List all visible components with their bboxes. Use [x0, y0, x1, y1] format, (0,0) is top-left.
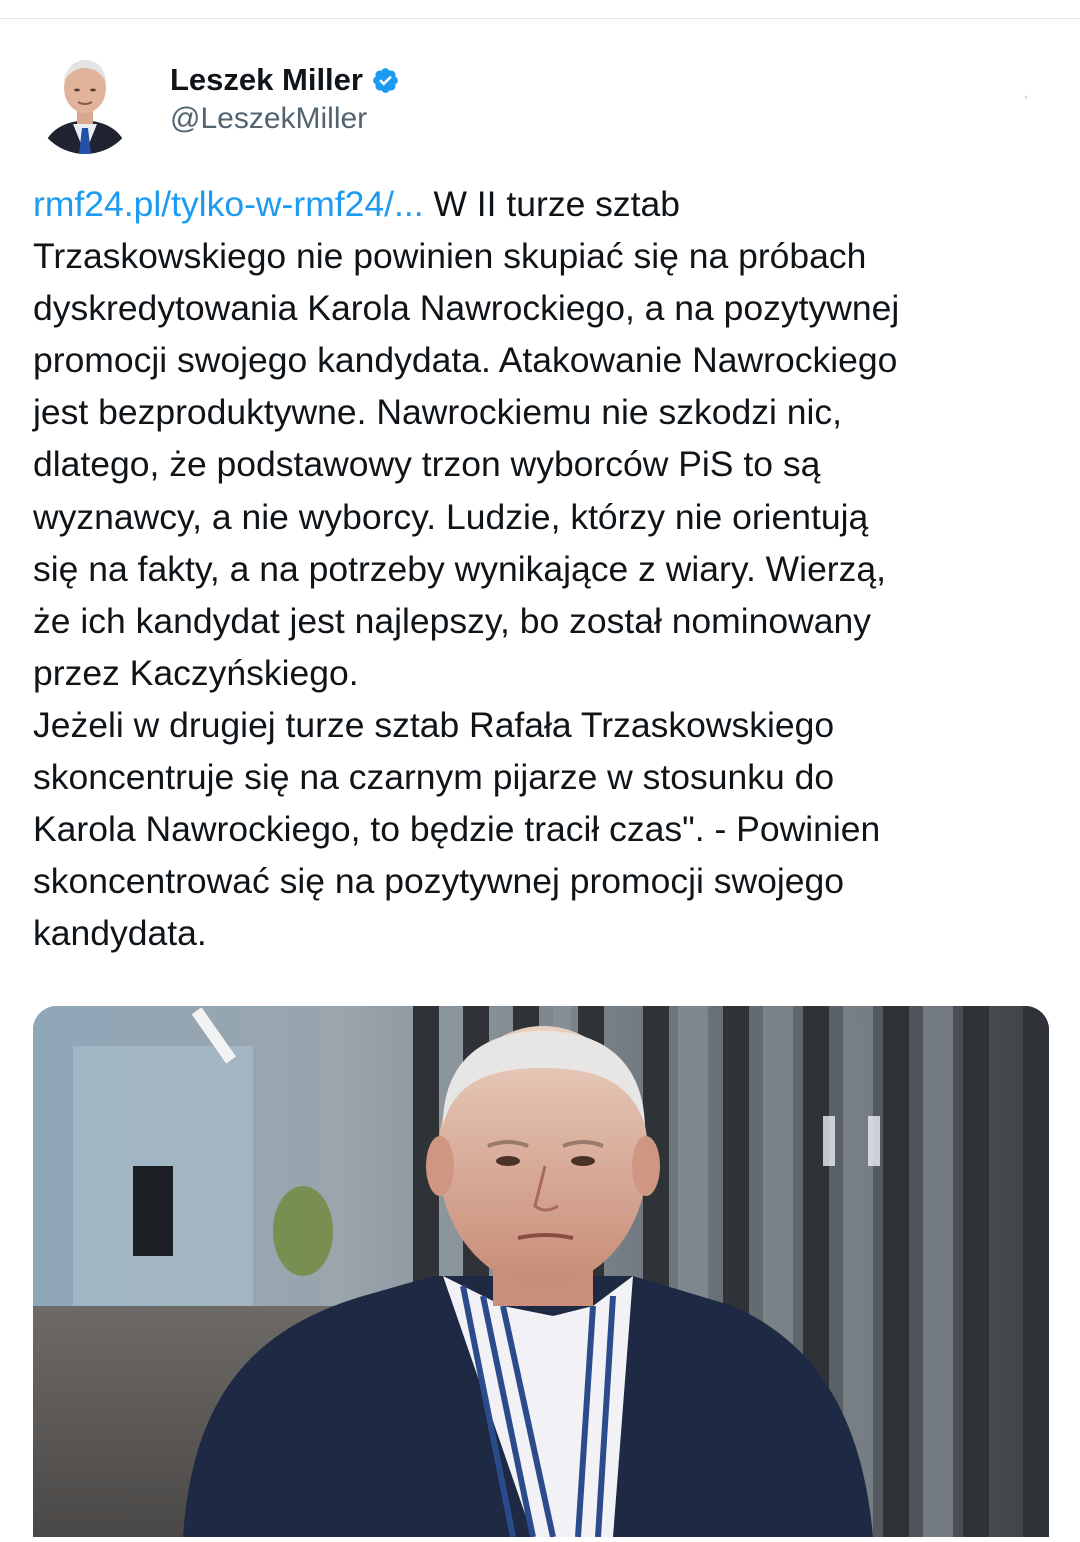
tweet-text	[33, 178, 1053, 959]
handle[interactable]: @LeszekMiller	[170, 102, 368, 135]
tweet-header	[33, 50, 1043, 160]
avatar[interactable]	[33, 50, 137, 154]
top-divider	[0, 18, 1080, 19]
profile-photo-icon	[33, 50, 137, 154]
author-names	[170, 60, 400, 136]
more-options-icon[interactable]	[1023, 70, 1029, 110]
photo-man-in-office-icon	[33, 1006, 1049, 1537]
tweet-media[interactable]	[33, 1006, 1049, 1537]
tweet-body: W II turze sztab Trzaskowskiego nie powinien skupiać się na próbach dyskredytowania Karola Nawrockiego, a na pozytywnej promocji swojego kandydata. Atakowanie Nawrockiego jest bezproduktywne. Nawrockiemu nie szkodzi nic, dlatego, że podstawowy trzon wyborców PiS to są wyznawcy, a nie wyborcy. Ludzie, którzy nie orientują się na fakty, a na potrzeby wynikające z wiary. Wierzą, że ich kandydat jest najlepszy, bo został nominowany przez Kaczyńskiego. Jeżeli w drugiej turze sztab Rafała Trzaskowskiego skoncentruje się na czarnym pijarze w stosunku do Karola Nawrockiego, to będzie tracił czas". - Powinien skoncentrować się na pozytywnej promocji swojego kandydata.	[33, 184, 900, 954]
verified-badge-icon	[371, 66, 400, 95]
display-name[interactable]: Leszek Miller	[170, 62, 363, 97]
article-link[interactable]: rmf24.pl/tylko-w-rmf24/...	[33, 184, 424, 224]
